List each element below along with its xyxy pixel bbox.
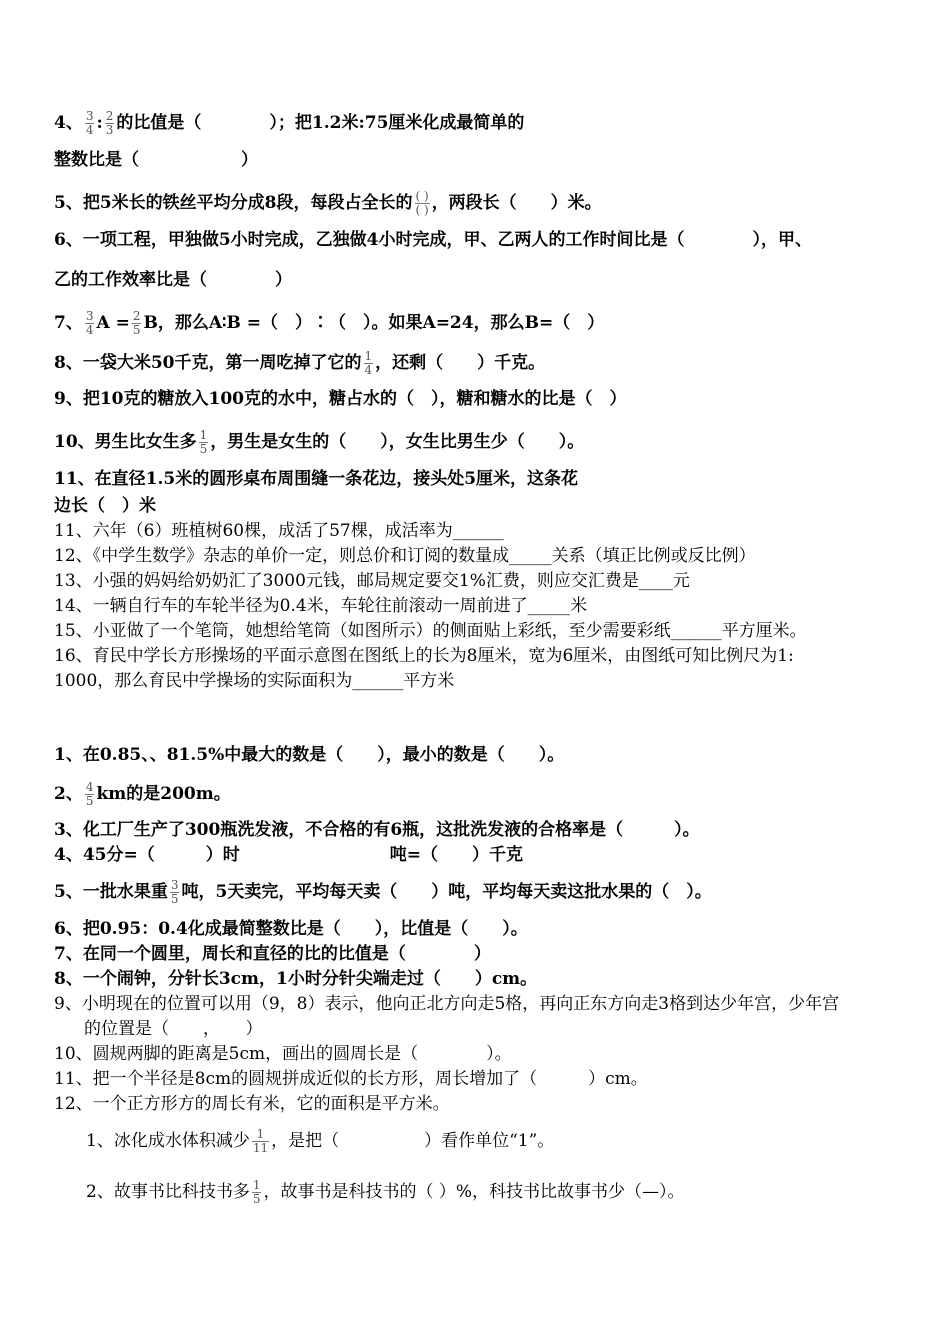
question-10: 10、男生比女生多 $\frac{1}{5}$ ，男生是女生的（ ），女生比男生少（ ）。: [54, 428, 585, 456]
part2-question-1: 1、在0.85、、81.5%中最大的数是（ ），最小的数是（ ）。: [54, 745, 565, 765]
part2-question-3: 3、化工厂生产了300瓶洗发液，不合格的有6瓶，这批洗发液的合格率是（ ）。: [54, 820, 700, 840]
part2-question-10: 10、圆规两脚的距离是5cm，画出的圆周长是（ ）。: [54, 1044, 512, 1064]
question-6-line-2: 乙的工作效率比是（ ）: [54, 270, 292, 290]
fraction-4-5: $\frac{4}{5}$: [85, 780, 94, 808]
part2-question-9-line-2: 的位置是（ ， ）: [84, 1019, 263, 1039]
question-11b: 11、六年（6）班植树60棵，成活了57棵，成活率为______: [54, 521, 504, 541]
fraction-1-5: $\frac{1}{5}$: [199, 428, 208, 456]
question-4-line-1: 4、 $\frac{3}{4}$ : $\frac{2}{3}$ 的比值是（ ）；把1.2米:75厘米化成最简单的: [54, 109, 525, 137]
fraction-3-4: $\frac{3}{4}$: [85, 309, 94, 337]
fraction-2-5: $\frac{2}{5}$: [132, 309, 141, 337]
part3-question-1: 1、冰化成水体积减少 $\frac{1}{11}$ ，是把（ ）看作单位“1”。: [86, 1127, 555, 1155]
fraction-3-4: $\frac{3}{4}$: [85, 109, 94, 137]
fraction-2-3: $\frac{2}{3}$: [105, 109, 114, 137]
fraction-1-5: $\frac{1}{5}$: [252, 1178, 261, 1206]
question-15: 15、小亚做了一个笔筒，她想给笔筒（如图所示）的侧面贴上彩纸，至少需要彩纸______平方厘米。: [54, 621, 807, 641]
question-11-line-2: 边长（ ）米: [54, 496, 156, 516]
part2-question-8: 8、一个闹钟，分针长3cm，1小时分针尖端走过（ ）cm。: [54, 969, 538, 989]
question-16-line-2: 1000，那么育民中学操场的实际面积为______平方米: [54, 671, 455, 691]
question-13: 13、小强的妈妈给奶奶汇了3000元钱，邮局规定要交1%汇费，则应交汇费是____元: [54, 571, 690, 591]
fraction-1-4: $\frac{1}{4}$: [364, 349, 373, 377]
fraction-3-5: $\frac{3}{5}$: [170, 878, 179, 906]
question-12: 12、《中学生数学》杂志的单价一定，则总价和订阅的数量成_____关系（填正比例或反比例）: [54, 546, 756, 566]
part2-question-2: 2、 $\frac{4}{5}$ km的是200m。: [54, 780, 231, 808]
fraction-1-11: $\frac{1}{11}$: [252, 1127, 269, 1155]
question-14: 14、一辆自行车的车轮半径为0.4米，车轮往前滚动一周前进了_____米: [54, 596, 588, 616]
question-11-line-1: 11、在直径1.5米的圆形桌布周围缝一条花边，接头处5厘米，这条花: [54, 469, 579, 489]
part2-question-7: 7、在同一个圆里，周长和直径的比的比值是（ ）: [54, 944, 491, 964]
part2-question-4: 4、45分=（ ）时 吨=（ ）千克: [54, 845, 523, 865]
part3-question-2: 2、故事书比科技书多 $\frac{1}{5}$ ，故事书是科技书的（ ）%，科技书比故事书少（—）。: [86, 1178, 685, 1206]
question-8: 8、一袋大米50千克，第一周吃掉了它的 $\frac{1}{4}$ ，还剩（ ）千克。: [54, 349, 546, 377]
question-4-line-2: 整数比是（ ）: [54, 150, 258, 170]
question-9: 9、把10克的糖放入100克的水中，糖占水的（ ），糖和糖水的比是（ ）: [54, 389, 627, 409]
question-5: 5、把5米长的铁丝平均分成8段，每段占全长的 $\frac{( )}{( )}$ ，两段长（ ）米。: [54, 189, 602, 217]
fraction-blank: $\frac{( )}{( )}$: [415, 189, 429, 217]
question-16-line-1: 16、育民中学长方形操场的平面示意图在图纸上的长为8厘米，宽为6厘米，由图纸可知比例尺为1:: [54, 646, 794, 666]
part2-question-9-line-1: 9、小明现在的位置可以用（9，8）表示，他向正北方向走5格，再向正东方向走3格到达少年宫，少年宫: [54, 994, 840, 1014]
part2-question-5: 5、一批水果重 $\frac{3}{5}$ 吨，5天卖完，平均每天卖（ ）吨，平均每天卖这批水果的（ ）。: [54, 878, 712, 906]
part2-question-11: 11、把一个半径是8cm的圆规拼成近似的长方形，周长增加了（ ）cm。: [54, 1069, 648, 1089]
part2-question-12: 12、一个正方形方的周长有米，它的面积是平方米。: [54, 1094, 450, 1114]
question-6-line-1: 6、一项工程，甲独做5小时完成，乙独做4小时完成，甲、乙两人的工作时间比是（ ），甲、: [54, 230, 812, 250]
part2-question-6: 6、把0.95：0.4化成最简整数比是（ ），比值是（ ）。: [54, 919, 528, 939]
question-7: 7、 $\frac{3}{4}$ A = $\frac{2}{5}$ B，那么A∶B =（ ）∶（ ）。如果A=24，那么B=（ ）: [54, 309, 605, 337]
